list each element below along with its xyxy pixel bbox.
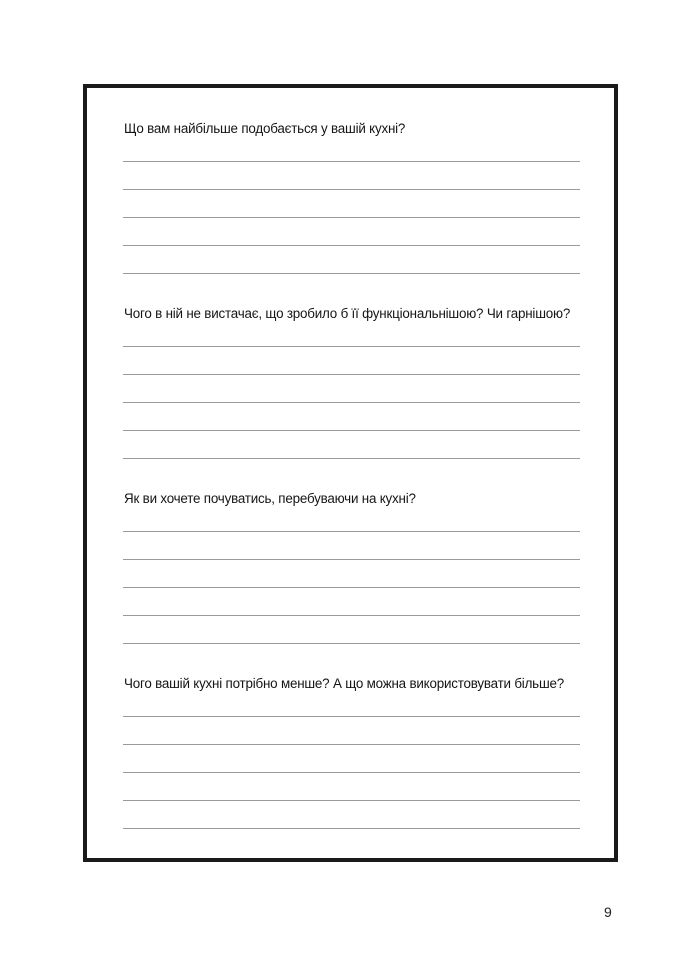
worksheet-frame (83, 84, 618, 862)
question-text: Як ви хочете почуватись, перебуваючи на кухні? (124, 491, 416, 506)
answer-line[interactable] (123, 615, 580, 616)
answer-line[interactable] (123, 430, 580, 431)
answer-line[interactable] (123, 559, 580, 560)
answer-line[interactable] (123, 402, 580, 403)
answer-line[interactable] (123, 531, 580, 532)
answer-line[interactable] (123, 374, 580, 375)
answer-line[interactable] (123, 245, 580, 246)
answer-line[interactable] (123, 716, 580, 717)
answer-line[interactable] (123, 643, 580, 644)
answer-line[interactable] (123, 458, 580, 459)
answer-line[interactable] (123, 346, 580, 347)
answer-line[interactable] (123, 587, 580, 588)
answer-line[interactable] (123, 828, 580, 829)
answer-line[interactable] (123, 273, 580, 274)
question-text: Чого вашій кухні потрібно менше? А що можна використовувати більше? (124, 676, 564, 691)
answer-line[interactable] (123, 161, 580, 162)
answer-line[interactable] (123, 217, 580, 218)
answer-line[interactable] (123, 772, 580, 773)
answer-line[interactable] (123, 189, 580, 190)
answer-line[interactable] (123, 800, 580, 801)
question-text: Чого в ній не вистачає, що зробило б її функціональнішою? Чи гарнішою? (124, 306, 571, 321)
page-number: 9 (604, 904, 612, 920)
answer-line[interactable] (123, 744, 580, 745)
question-text: Що вам найбільше подобається у вашій кухні? (124, 121, 406, 136)
